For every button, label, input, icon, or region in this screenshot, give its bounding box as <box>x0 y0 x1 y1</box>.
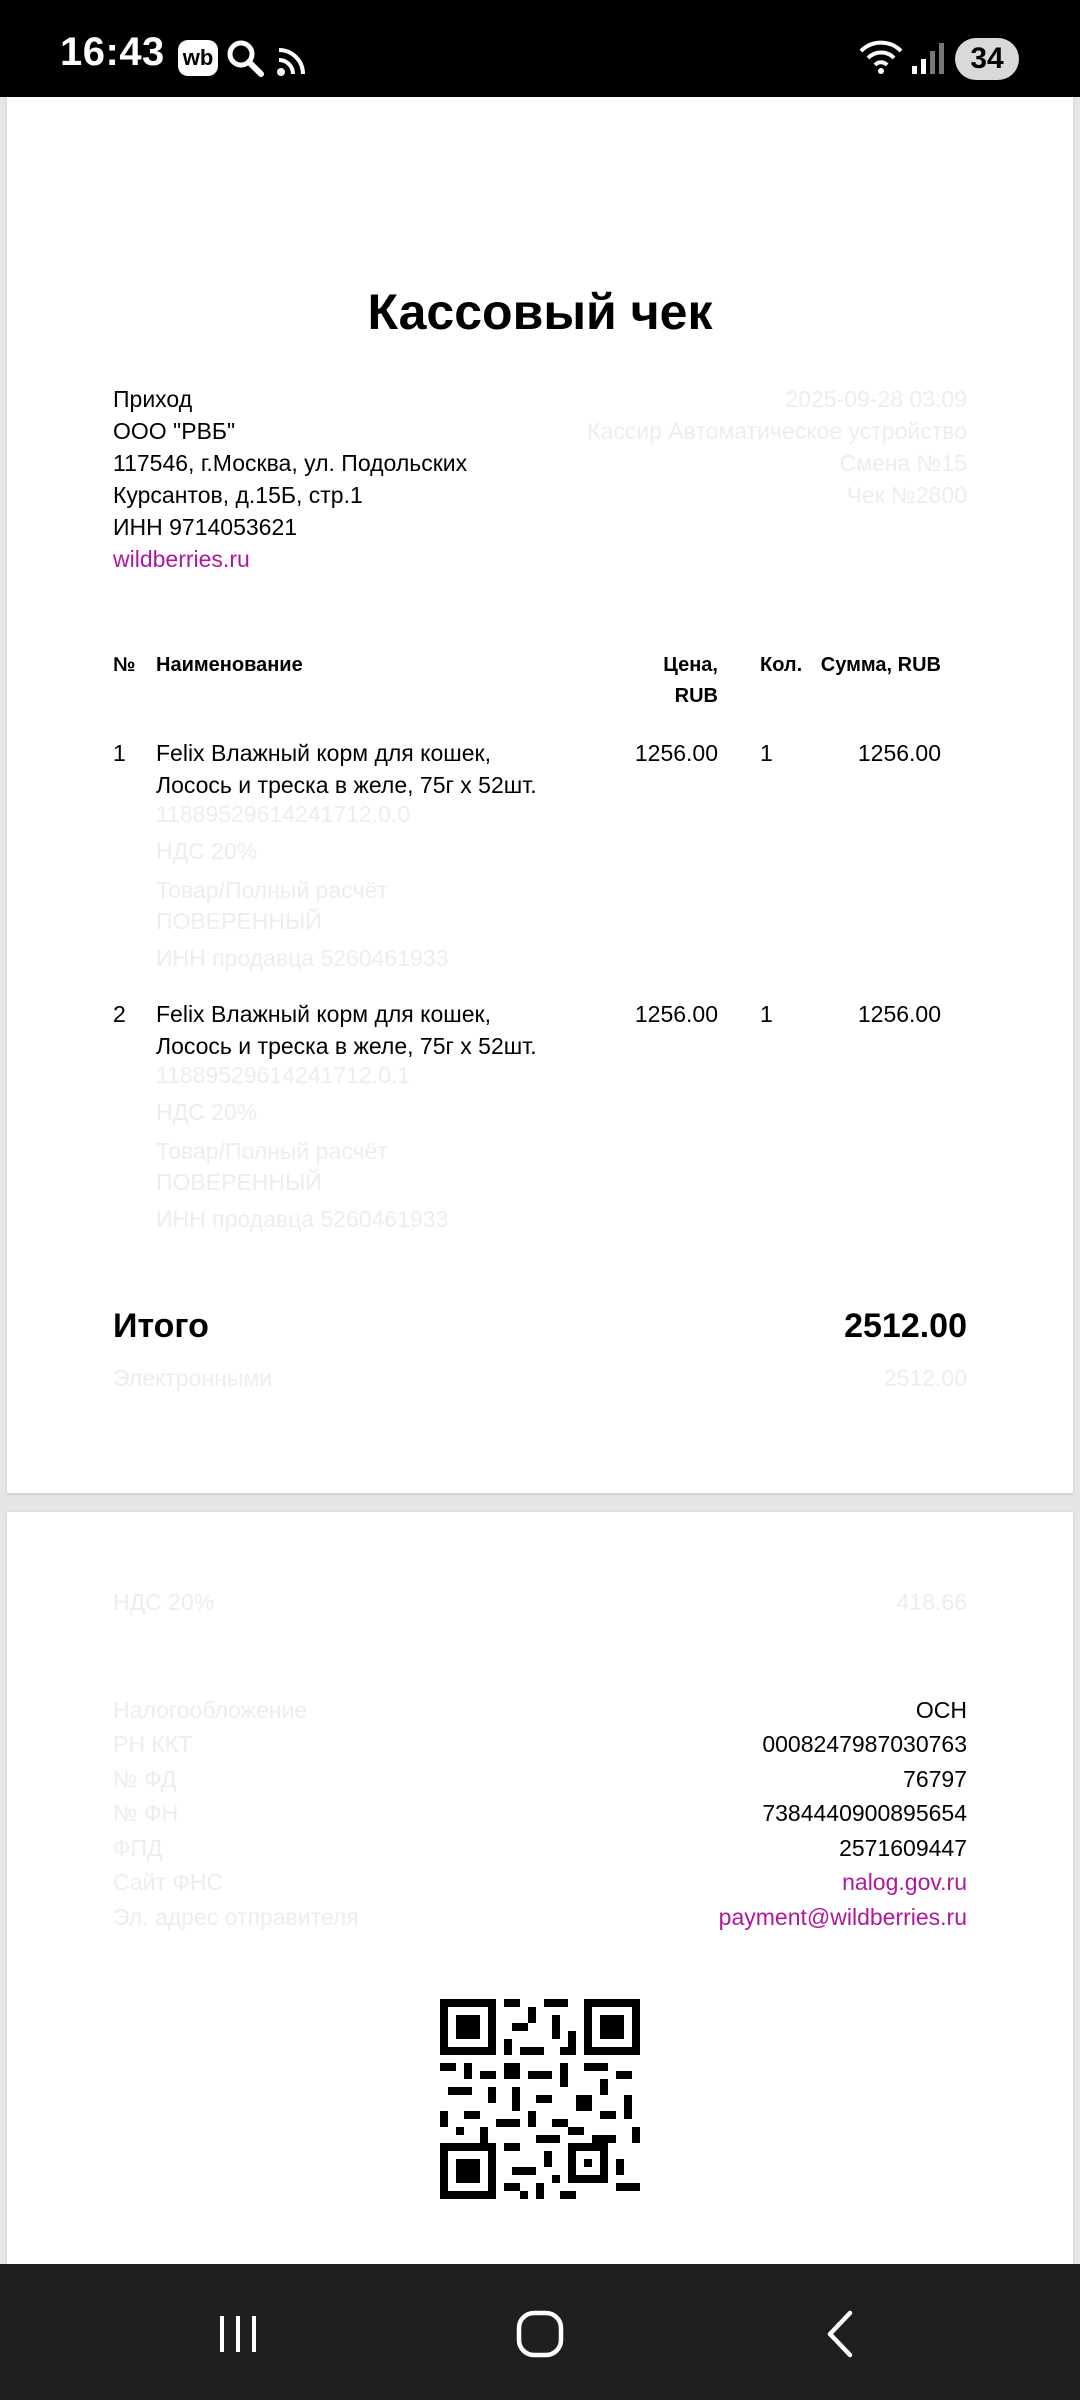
search-icon <box>225 38 265 78</box>
fiscal-label-fpd: ФПД <box>113 1835 163 1861</box>
vat-total-value: 418.66 <box>896 1589 967 1615</box>
fns-site-link[interactable]: nalog.gov.ru <box>842 1869 967 1895</box>
fiscal-label-fd: № ФД <box>113 1766 177 1792</box>
seller-address-line1: 117546, г.Москва, ул. Подольских <box>113 450 468 476</box>
fiscal-value-fd: 76797 <box>903 1766 967 1792</box>
status-bar <box>0 0 1080 97</box>
clock: 16:43 <box>60 30 165 74</box>
receipt-page-2 <box>7 1512 1073 2264</box>
wifi-icon <box>858 38 904 76</box>
shift-number: Смена №15 <box>839 450 967 476</box>
item-code: 11889529614241712.0.0 <box>156 801 411 827</box>
item-qty: 1 <box>760 1001 773 1027</box>
seller-info <box>113 383 467 575</box>
payment-method-label: Электронными <box>113 1365 273 1391</box>
cast-icon <box>275 44 309 78</box>
item-seller-inn: ИНН продавца 5260461933 <box>156 945 449 971</box>
receipt-meta <box>587 383 967 511</box>
fiscal-value-fn: 7384440900895654 <box>762 1800 967 1826</box>
item-name: Felix Влажный корм для кошек, Лосось и треска в желе, 75г х 52шт. <box>156 740 537 798</box>
back-button[interactable] <box>812 2304 872 2364</box>
fiscal-label-rn-kkt: РН ККТ <box>113 1731 193 1757</box>
item-payment-method: Товар/Полный расчёт ПОВЕРЕННЫЙ <box>156 1138 388 1195</box>
qr-code[interactable] <box>440 1999 640 2199</box>
vat-total-label: НДС 20% <box>113 1589 215 1615</box>
receipt-datetime: 2025-09-28 03:09 <box>785 386 967 412</box>
item-name: Felix Влажный корм для кошек, Лосось и треска в желе, 75г х 52шт. <box>156 1001 537 1059</box>
total-label: Итого <box>113 1307 209 1345</box>
col-header-name: Наименование <box>156 654 303 676</box>
seller-site-link[interactable]: wildberries.ru <box>113 546 250 572</box>
item-vat: НДС 20% <box>156 838 258 864</box>
item-qty: 1 <box>760 740 773 766</box>
sender-email-link[interactable]: payment@wildberries.ru <box>718 1904 967 1930</box>
item-price: 1256.00 <box>634 740 718 766</box>
recent-apps-button[interactable] <box>208 2304 268 2364</box>
battery-indicator: 34 <box>955 38 1019 80</box>
wildberries-app-icon: wb <box>178 40 218 76</box>
check-number: Чек №2800 <box>846 482 967 508</box>
fiscal-value-taxation: ОСН <box>915 1697 967 1723</box>
fiscal-label-fn: № ФН <box>113 1800 179 1826</box>
cashier: Кассир Автоматическое устройство <box>587 418 967 444</box>
signal-icon <box>910 40 946 76</box>
item-price: 1256.00 <box>634 1001 718 1027</box>
fiscal-value-rn-kkt: 0008247987030763 <box>762 1731 967 1757</box>
col-header-num: № <box>113 654 136 676</box>
item-payment-method: Товар/Полный расчёт ПОВЕРЕННЫЙ <box>156 877 388 934</box>
back-icon <box>820 2309 864 2359</box>
fiscal-label-taxation: Налогообложение <box>113 1697 308 1723</box>
fiscal-value-fpd: 2571609447 <box>839 1835 967 1861</box>
seller-name: ООО "РВБ" <box>113 418 236 444</box>
fiscal-label-sender-email: Эл. адрес отправителя <box>113 1904 359 1930</box>
recent-apps-icon <box>216 2312 260 2356</box>
item-code: 11889529614241712.0.1 <box>156 1062 411 1088</box>
item-num: 2 <box>113 1001 126 1027</box>
home-button[interactable] <box>510 2304 570 2364</box>
col-header-sum: Сумма, RUB <box>820 654 941 676</box>
operation-type: Приход <box>113 386 193 412</box>
navigation-bar <box>0 2264 1080 2400</box>
item-sum: 1256.00 <box>857 1001 941 1027</box>
item-num: 1 <box>113 740 126 766</box>
item-vat: НДС 20% <box>156 1099 258 1125</box>
item-seller-inn: ИНН продавца 5260461933 <box>156 1206 449 1232</box>
payment-method-value: 2512.00 <box>883 1365 967 1391</box>
receipt-title: Кассовый чек <box>367 284 713 340</box>
seller-address-line2: Курсантов, д.15Б, стр.1 <box>113 482 363 508</box>
home-icon <box>515 2309 565 2359</box>
item-sum: 1256.00 <box>857 740 941 766</box>
fiscal-label-fns-site: Сайт ФНС <box>113 1869 224 1895</box>
col-header-price: Цена, RUB <box>663 654 718 707</box>
receipt-page-1 <box>7 97 1073 1493</box>
col-header-qty: Кол. <box>760 654 803 676</box>
seller-inn: ИНН 9714053621 <box>113 514 298 540</box>
total-value: 2512.00 <box>844 1307 967 1345</box>
